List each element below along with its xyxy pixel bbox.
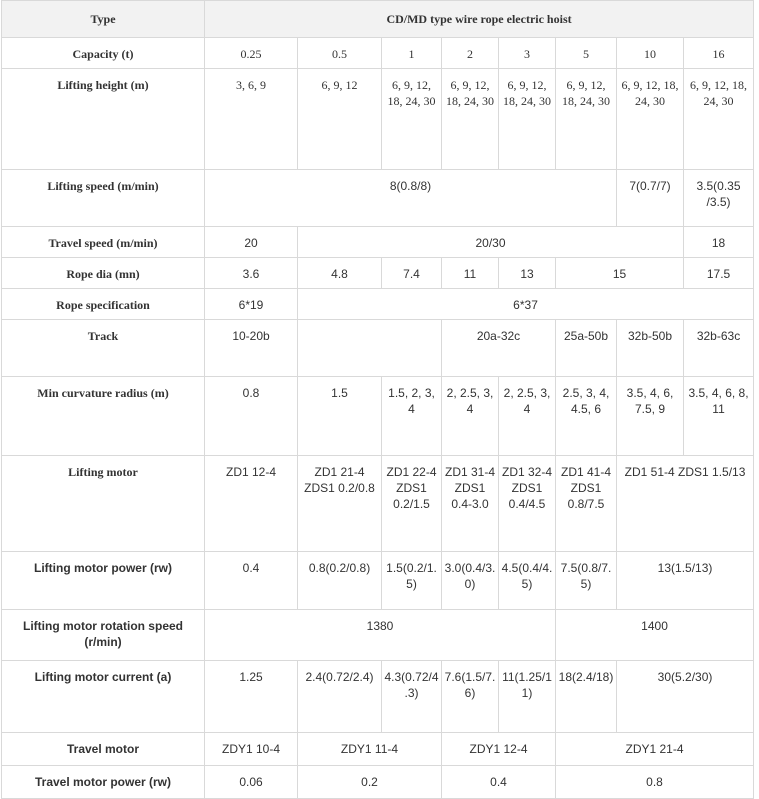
table-cell: 2.4(0.72/2.4) [298,661,382,733]
table-cell: 16 [684,38,754,69]
row-label: Travel speed (m/min) [2,227,205,258]
table-cell: 4.8 [298,258,382,289]
rotation-speed-row [2,610,754,661]
row-label: Lifting motor [2,456,205,552]
table-cell: 1 [382,38,442,69]
table-cell: 32b-50b [617,320,684,377]
lifting-motor-current-row [2,661,754,733]
table-cell: 18(2.4/18) [556,661,617,733]
row-label: Capacity (t) [2,38,205,69]
table-cell: ZD1 12-4 [205,456,298,552]
table-cell: ZD1 21-4 ZDS1 0.2/0.8 [298,456,382,552]
table-cell: 5 [556,38,617,69]
table-cell: 3, 6, 9 [205,69,298,170]
table-cell: 0.8(0.2/0.8) [298,552,382,610]
row-label: Lifting height (m) [2,69,205,170]
table-cell: 1.5 [298,377,382,456]
table-cell: 0.4 [205,552,298,610]
table-cell: 6, 9, 12 [298,69,382,170]
table-cell: 3.5(0.35 /3.5) [684,170,754,227]
hoist-spec-table [1,0,754,799]
table-cell: 2 [442,38,499,69]
table-cell: 2, 2.5, 3, 4 [499,377,556,456]
table-cell: ZDY1 10-4 [205,733,298,766]
table-cell: 2.5, 3, 4, 4.5, 6 [556,377,617,456]
table-cell: 17.5 [684,258,754,289]
table-cell [298,320,442,377]
table-cell: 7(0.7/7) [617,170,684,227]
table-cell: 30(5.2/30) [617,661,754,733]
table-cell: ZD1 32-4 ZDS1 0.4/4.5 [499,456,556,552]
table-cell: 3.5, 4, 6, 8, 11 [684,377,754,456]
table-cell: 3.6 [205,258,298,289]
table-cell: 0.5 [298,38,382,69]
table-cell: 6*37 [298,289,754,320]
table-cell: 7.4 [382,258,442,289]
table-cell: 10 [617,38,684,69]
table-cell: 3 [499,38,556,69]
row-label: Track [2,320,205,377]
capacity-row [2,38,754,69]
table-cell: 7.5(0.8/7.5) [556,552,617,610]
travel-motor-power-row [2,766,754,799]
min-curvature-row [2,377,754,456]
table-cell: 1400 [556,610,754,661]
table-cell: 25a-50b [556,320,617,377]
table-cell: 0.06 [205,766,298,799]
table-cell: 20/30 [298,227,684,258]
table-cell: 15 [556,258,684,289]
table-cell: 20 [205,227,298,258]
lifting-speed-row [2,170,754,227]
table-cell: 8(0.8/8) [205,170,617,227]
table-cell: 13 [499,258,556,289]
row-label: Lifting motor power (rw) [2,552,205,610]
row-label: Travel motor power (rw) [2,766,205,799]
rope-spec-row [2,289,754,320]
header-row [2,1,754,38]
row-label: Lifting motor current (a) [2,661,205,733]
table-cell: 2, 2.5, 3, 4 [442,377,499,456]
table-cell: 0.4 [442,766,556,799]
table-cell: 3.0(0.4/3.0) [442,552,499,610]
table-cell: ZDY1 11-4 [298,733,442,766]
lifting-motor-row [2,456,754,552]
table-cell: 1.5(0.2/1.5) [382,552,442,610]
table-cell: 11(1.25/11) [499,661,556,733]
row-label: Rope specification [2,289,205,320]
table-cell: 4.3(0.72/4.3) [382,661,442,733]
row-label: Lifting motor rotation speed (r/min) [2,610,205,661]
table-cell: 6, 9, 12, 18, 24, 30 [684,69,754,170]
table-cell: ZDY1 21-4 [556,733,754,766]
table-cell: 4.5(0.4/4.5) [499,552,556,610]
row-label: Travel motor [2,733,205,766]
table-cell: 0.8 [556,766,754,799]
table-cell: ZD1 31-4 ZDS1 0.4-3.0 [442,456,499,552]
table-cell: 1.5, 2, 3, 4 [382,377,442,456]
table-cell: 6, 9, 12, 18, 24, 30 [442,69,499,170]
table-cell: 32b-63c [684,320,754,377]
table-cell: 11 [442,258,499,289]
track-row [2,320,754,377]
type-header: Type [2,1,205,38]
row-label: Lifting speed (m/min) [2,170,205,227]
table-cell: 0.8 [205,377,298,456]
table-cell: ZD1 51-4 ZDS1 1.5/13 [617,456,754,552]
table-cell: 3.5, 4, 6, 7.5, 9 [617,377,684,456]
table-cell: ZD1 41-4 ZDS1 0.8/7.5 [556,456,617,552]
lifting-motor-power-row [2,552,754,610]
table-cell: 10-20b [205,320,298,377]
table-cell: 6*19 [205,289,298,320]
table-cell: ZDY1 12-4 [442,733,556,766]
travel-speed-row [2,227,754,258]
table-cell: ZD1 22-4 ZDS1 0.2/1.5 [382,456,442,552]
row-label: Rope dia (mn) [2,258,205,289]
row-label: Min curvature radius (m) [2,377,205,456]
table-cell: 18 [684,227,754,258]
table-cell: 1.25 [205,661,298,733]
rope-dia-row [2,258,754,289]
table-cell: 13(1.5/13) [617,552,754,610]
table-cell: 6, 9, 12, 18, 24, 30 [382,69,442,170]
table-cell: 6, 9, 12, 18, 24, 30 [617,69,684,170]
table-cell: 1380 [205,610,556,661]
table-cell: 7.6(1.5/7.6) [442,661,499,733]
travel-motor-row [2,733,754,766]
table-cell: 0.25 [205,38,298,69]
lifting-height-row [2,69,754,170]
table-cell: 6, 9, 12, 18, 24, 30 [499,69,556,170]
table-cell: 20a-32c [442,320,556,377]
table-title: CD/MD type wire rope electric hoist [205,1,754,38]
table-cell: 0.2 [298,766,442,799]
table-cell: 6, 9, 12, 18, 24, 30 [556,69,617,170]
